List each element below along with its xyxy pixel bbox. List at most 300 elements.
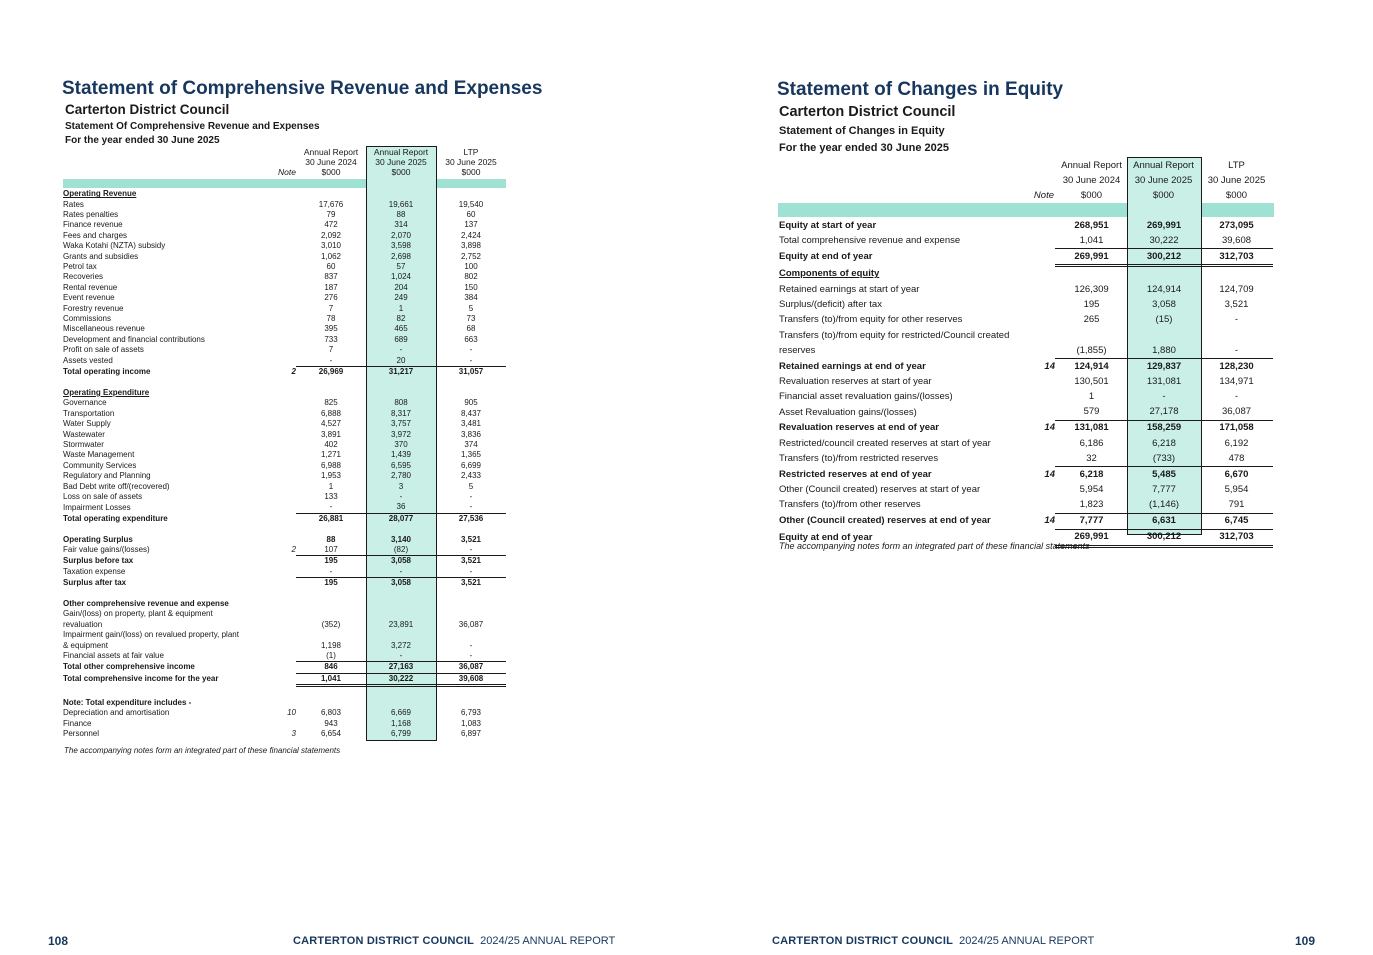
value-2024: 195	[296, 556, 366, 567]
value-ltp: -	[469, 355, 473, 365]
row-note	[277, 199, 296, 209]
row-note	[277, 578, 296, 589]
value-2025: 124,914	[1146, 284, 1182, 296]
value-2024	[296, 588, 366, 598]
table-row	[63, 609, 506, 619]
value-ltp: 6,745	[1200, 513, 1273, 529]
row-label: Transfers (to)/from equity for other reserves	[779, 314, 963, 326]
value-2025: 31,217	[366, 366, 436, 377]
value-ltp	[1200, 266, 1273, 283]
row-label: Community Services	[63, 460, 137, 470]
value-2024: 32	[1086, 452, 1097, 464]
value-2024: 943	[324, 718, 338, 728]
row-note	[1019, 233, 1055, 249]
row-note	[277, 419, 296, 429]
value-2025: 8,317	[390, 408, 412, 418]
table-row	[63, 461, 506, 471]
row-label: Profit on sale of assets	[63, 345, 144, 355]
row-label: Gain/(loss) on property, plant & equipment	[63, 609, 213, 619]
value-2024: 837	[324, 272, 338, 282]
value-2025: 3,272	[390, 640, 412, 650]
table-row	[63, 283, 506, 293]
table-row	[63, 588, 506, 598]
value-2024: 126,309	[1074, 284, 1109, 296]
value-2024: 78	[326, 314, 336, 324]
value-2025: 1,024	[390, 272, 412, 282]
value-2025	[366, 189, 436, 199]
row-note	[277, 662, 296, 673]
value-ltp: 5	[468, 303, 474, 313]
row-note: 2	[291, 366, 296, 376]
value-ltp: 312,703	[1200, 249, 1273, 266]
row-label: Impairment gain/(loss) on revalued property, plant	[63, 630, 239, 640]
value-ltp: -	[469, 545, 473, 555]
value-ltp: 31,057	[436, 366, 506, 377]
value-2025	[366, 686, 436, 698]
row-label: Operating Expenditure	[63, 387, 150, 397]
table-row	[63, 366, 506, 377]
value-2025: 27,178	[1149, 406, 1179, 418]
value-2025: 3,058	[366, 556, 436, 567]
value-2024: (1)	[326, 651, 336, 661]
row-label: Fair value gains/(losses)	[63, 545, 150, 555]
table-row	[63, 272, 506, 282]
row-label: Governance	[63, 398, 107, 408]
table-row	[63, 314, 506, 324]
value-2024: 26,969	[296, 366, 366, 377]
value-2024: 131,081	[1055, 420, 1128, 436]
value-2024: 17,676	[318, 199, 344, 209]
table-row	[63, 513, 506, 524]
value-ltp: 6,699	[460, 460, 482, 470]
value-ltp: 1,083	[460, 718, 482, 728]
value-ltp: 791	[1228, 499, 1245, 511]
statement-subtitle: Statement Of Comprehensive Revenue and Expenses	[65, 121, 320, 132]
value-2025: 689	[394, 334, 408, 344]
row-label: Total comprehensive income for the year	[63, 674, 219, 684]
table-row	[63, 210, 506, 220]
footnote: The accompanying notes form an integrated part of these financial statements	[64, 746, 341, 755]
value-2025: 3,757	[390, 419, 412, 429]
row-note	[277, 440, 296, 450]
value-ltp: 39,608	[436, 673, 506, 685]
table-row	[63, 492, 506, 502]
row-note	[277, 513, 296, 524]
value-2024: 6,803	[320, 708, 342, 718]
row-label: Total operating expenditure	[63, 513, 168, 523]
row-note	[277, 388, 296, 398]
value-2024: 395	[324, 324, 338, 334]
value-2024: 1,041	[296, 673, 366, 685]
value-ltp: -	[1234, 344, 1239, 356]
value-ltp	[436, 630, 506, 640]
value-ltp: 27,536	[436, 513, 506, 524]
row-note	[1019, 436, 1055, 451]
table-row	[63, 450, 506, 460]
table-row	[63, 662, 506, 673]
table-row	[63, 620, 506, 630]
row-label: Financial asset revaluation gains/(losses)	[779, 391, 953, 403]
row-note	[277, 220, 296, 230]
row-note	[277, 377, 296, 387]
row-label: Development and financial contributions	[63, 334, 205, 344]
table-row	[63, 262, 506, 272]
row-note	[277, 620, 296, 630]
row-note	[277, 335, 296, 345]
table-row	[63, 293, 506, 303]
value-2025: 6,631	[1128, 513, 1200, 529]
row-label: Loss on sale of assets	[63, 491, 143, 501]
value-2024: 1,198	[320, 640, 342, 650]
value-2024: 195	[1083, 299, 1100, 311]
row-note	[277, 241, 296, 251]
value-2025: 30,222	[1149, 234, 1179, 246]
value-ltp: 374	[464, 439, 478, 449]
value-ltp: 68	[466, 324, 476, 334]
value-2024: 7	[328, 303, 334, 313]
value-ltp: 150	[464, 282, 478, 292]
value-ltp	[436, 599, 506, 609]
value-ltp: 312,703	[1200, 529, 1273, 546]
value-ltp: 2,433	[460, 471, 482, 481]
value-2025	[366, 599, 436, 609]
row-label: Surplus/(deficit) after tax	[779, 299, 882, 311]
row-note	[277, 673, 296, 685]
value-2025: -	[1162, 391, 1166, 403]
value-ltp	[436, 377, 506, 387]
row-label: Taxation expense	[63, 567, 126, 577]
row-note	[277, 698, 296, 708]
value-2025	[366, 588, 436, 598]
value-2024: 733	[324, 334, 338, 344]
row-label: Waste Management	[63, 450, 135, 460]
value-2025: 465	[394, 324, 408, 334]
row-note	[277, 718, 296, 728]
value-ltp: 6,670	[1200, 467, 1273, 483]
row-label: Total other comprehensive income	[63, 662, 195, 672]
value-2025	[1128, 266, 1200, 283]
row-note	[1019, 283, 1055, 298]
table-row	[779, 390, 1273, 405]
column-header-ltp: LTP 30 June 2025 $000	[1207, 160, 1266, 201]
row-label: Transfers (to)/from restricted reserves	[779, 452, 939, 464]
statement-subtitle: Statement of Changes in Equity	[779, 125, 945, 137]
row-note	[277, 686, 296, 698]
row-note	[277, 492, 296, 502]
value-2024: 3,891	[320, 429, 342, 439]
organisation-name: Carterton District Council	[779, 104, 956, 120]
value-ltp: 19,540	[458, 199, 484, 209]
row-note	[277, 567, 296, 578]
row-label: Equity at end of year	[779, 251, 873, 263]
value-2025: 3,058	[366, 578, 436, 589]
row-label: Forestry revenue	[63, 303, 124, 313]
value-2024: 195	[296, 578, 366, 589]
value-2024: 269,991	[1055, 249, 1128, 266]
value-2025: 3,598	[390, 241, 412, 251]
value-ltp: 39,608	[1221, 234, 1252, 246]
value-ltp: 1,365	[460, 450, 482, 460]
value-2025: (733)	[1152, 452, 1176, 464]
table-row	[779, 374, 1273, 389]
table-row	[63, 673, 506, 685]
value-ltp: 3,898	[460, 241, 482, 251]
value-2025: 1,439	[390, 450, 412, 460]
value-2025: 5,485	[1128, 467, 1200, 483]
value-2024: 276	[324, 293, 338, 303]
value-2024	[1055, 266, 1128, 283]
row-note: 10	[287, 708, 296, 718]
row-note	[277, 272, 296, 282]
value-2024: 2,092	[320, 230, 342, 240]
row-label: Grants and subsidies	[63, 251, 139, 261]
value-2024	[1055, 328, 1128, 343]
row-note	[1019, 343, 1055, 359]
row-note	[277, 429, 296, 439]
row-note	[277, 314, 296, 324]
row-note	[277, 556, 296, 567]
row-note	[277, 231, 296, 241]
table-row	[779, 467, 1273, 483]
value-2025: 3,140	[390, 534, 412, 544]
row-label: Retained earnings at end of year	[779, 360, 926, 372]
table-row	[63, 651, 506, 662]
table-row	[63, 398, 506, 408]
value-ltp: -	[1234, 391, 1239, 403]
value-ltp: 5,954	[1224, 483, 1249, 495]
table-row	[63, 640, 506, 650]
value-2024: 1,271	[320, 450, 342, 460]
revenue-expenses-table	[63, 189, 506, 739]
value-ltp: 6,192	[1224, 437, 1249, 449]
value-ltp	[436, 609, 506, 619]
row-note	[1019, 451, 1055, 467]
value-2025: 314	[394, 220, 408, 230]
row-label: Operating Revenue	[63, 189, 137, 199]
row-label: Assets vested	[63, 355, 113, 365]
value-2025: 300,212	[1128, 529, 1200, 546]
row-label: Total comprehensive revenue and expense	[779, 234, 961, 246]
row-note: 3	[291, 728, 296, 738]
table-row	[63, 578, 506, 589]
statement-period: For the year ended 30 June 2025	[779, 142, 949, 154]
table-row	[63, 189, 506, 199]
table-row	[779, 359, 1273, 375]
value-2024	[296, 609, 366, 619]
value-2025: 1	[398, 303, 404, 313]
value-2025: 36	[396, 502, 406, 512]
value-ltp: 3,836	[460, 429, 482, 439]
value-ltp: 384	[464, 293, 478, 303]
row-label	[63, 524, 277, 534]
value-ltp: 128,230	[1200, 359, 1273, 375]
value-2025: 129,837	[1128, 359, 1200, 375]
value-2024: 6,186	[1079, 437, 1104, 449]
row-label: reserves	[779, 344, 816, 356]
table-row	[63, 220, 506, 230]
value-2024: 5,954	[1079, 483, 1104, 495]
row-label: Revaluation reserves at start of year	[779, 375, 932, 387]
row-note: 2	[291, 545, 296, 555]
value-2024: 472	[324, 220, 338, 230]
header-bar	[63, 179, 506, 188]
value-2025: -	[399, 345, 403, 355]
value-2025: 204	[394, 282, 408, 292]
value-2025: 269,991	[1146, 219, 1182, 231]
row-label: Miscellaneous revenue	[63, 324, 145, 334]
value-2024: 7,777	[1055, 513, 1128, 529]
footnote: The accompanying notes form an integrated part of these financial statements	[779, 541, 1090, 551]
value-2024	[296, 388, 366, 398]
organisation-name: Carterton District Council	[65, 102, 230, 117]
table-row	[63, 419, 506, 429]
row-note: 14	[1044, 422, 1055, 434]
table-row	[63, 471, 506, 481]
column-header-2024: Annual Report 30 June 2024 $000	[303, 147, 359, 177]
value-2025: 300,212	[1128, 249, 1200, 266]
value-ltp: 3,521	[460, 534, 482, 544]
value-2024: 1,823	[1079, 499, 1104, 511]
table-row	[63, 388, 506, 398]
note-header: Note	[1033, 190, 1054, 201]
table-row	[63, 524, 506, 534]
value-ltp: 6,897	[460, 728, 482, 738]
value-2024: 6,218	[1055, 467, 1128, 483]
row-label: Surplus before tax	[63, 556, 134, 566]
value-ltp	[436, 388, 506, 398]
value-2024: 133	[324, 491, 338, 501]
value-ltp: 905	[464, 398, 478, 408]
value-2024: -	[329, 355, 333, 365]
row-label: Regulatory and Planning	[63, 471, 151, 481]
row-note	[277, 251, 296, 261]
statement-period: For the year ended 30 June 2025	[65, 135, 220, 146]
row-note	[277, 640, 296, 650]
row-note	[277, 502, 296, 513]
row-label: Bad Debt write off/(recovered)	[63, 481, 170, 491]
value-ltp: 3,521	[1224, 299, 1249, 311]
table-row	[779, 298, 1273, 313]
row-label: Personnel	[63, 728, 100, 738]
table-row	[63, 502, 506, 513]
table-row	[63, 199, 506, 209]
value-ltp: -	[469, 640, 473, 650]
column-header-2024: Annual Report 30 June 2024 $000	[1061, 160, 1122, 201]
row-note	[1019, 390, 1055, 405]
value-2024: 402	[324, 439, 338, 449]
table-row	[779, 283, 1273, 298]
value-2025: 158,259	[1128, 420, 1200, 436]
row-note	[277, 651, 296, 662]
value-ltp: -	[469, 566, 473, 576]
table-row	[63, 356, 506, 367]
value-2024: 579	[1083, 406, 1100, 418]
value-2024: 107	[324, 545, 338, 555]
value-2025	[366, 377, 436, 387]
table-row	[63, 718, 506, 728]
row-label: & equipment	[63, 640, 108, 650]
row-note	[277, 524, 296, 534]
value-ltp: 100	[464, 262, 478, 272]
value-ltp: 6,793	[460, 708, 482, 718]
value-2025: 808	[394, 398, 408, 408]
row-label: Rental revenue	[63, 282, 118, 292]
value-2024	[296, 524, 366, 534]
table-row	[63, 556, 506, 567]
value-ltp: 134,971	[1219, 375, 1254, 387]
row-label: revaluation	[63, 619, 103, 629]
table-row	[63, 335, 506, 345]
value-2025: 7,777	[1152, 483, 1176, 495]
value-2025: (15)	[1155, 314, 1173, 326]
value-2025: 88	[396, 210, 406, 220]
table-row	[779, 405, 1273, 421]
value-ltp: 171,058	[1200, 420, 1273, 436]
value-ltp: 663	[464, 334, 478, 344]
value-ltp: 137	[464, 220, 478, 230]
value-ltp	[436, 588, 506, 598]
row-label: Event revenue	[63, 293, 115, 303]
value-2025: 6,799	[390, 728, 412, 738]
value-2025: 19,661	[388, 199, 414, 209]
value-ltp	[436, 524, 506, 534]
table-row	[779, 218, 1273, 233]
row-note	[277, 324, 296, 334]
row-note	[277, 534, 296, 544]
row-label: Waka Kotahi (NZTA) subsidy	[63, 241, 166, 251]
table-row	[779, 451, 1273, 467]
value-2024	[296, 189, 366, 199]
value-2024	[296, 686, 366, 698]
row-note: 14	[1044, 468, 1055, 480]
value-2025: -	[399, 566, 403, 576]
value-2025: 3,972	[390, 429, 412, 439]
row-label: Impairment Losses	[63, 502, 131, 512]
value-2024: 846	[296, 662, 366, 673]
value-2024: 1	[1088, 391, 1095, 403]
row-label: Restricted reserves at end of year	[779, 468, 932, 480]
column-header-2025: Annual Report 30 June 2025 $000	[373, 147, 429, 177]
value-ltp: -	[469, 345, 473, 355]
table-row	[63, 534, 506, 544]
value-ltp: 3,521	[436, 578, 506, 589]
value-ltp: 802	[464, 272, 478, 282]
row-note	[277, 303, 296, 313]
value-2025: 249	[394, 293, 408, 303]
row-note	[277, 481, 296, 491]
row-label: Equity at start of year	[779, 219, 877, 231]
value-2024: 3,010	[320, 241, 342, 251]
column-header-ltp: LTP 30 June 2025 $000	[445, 147, 497, 177]
table-row	[63, 545, 506, 556]
row-note	[277, 283, 296, 293]
value-2024: 1,041	[1079, 234, 1104, 246]
value-2025: 2,698	[390, 251, 412, 261]
table-row	[63, 481, 506, 491]
row-note	[1019, 313, 1055, 328]
changes-in-equity-table	[779, 218, 1273, 548]
row-note	[1019, 328, 1055, 343]
value-2024: 26,881	[296, 513, 366, 524]
row-label	[63, 588, 277, 598]
row-label: Stormwater	[63, 439, 104, 449]
table-row	[63, 231, 506, 241]
value-ltp	[436, 686, 506, 698]
value-2024: 1,062	[320, 251, 342, 261]
table-row	[779, 482, 1273, 497]
right-page	[687, 0, 1373, 955]
value-2025: 23,891	[388, 619, 414, 629]
